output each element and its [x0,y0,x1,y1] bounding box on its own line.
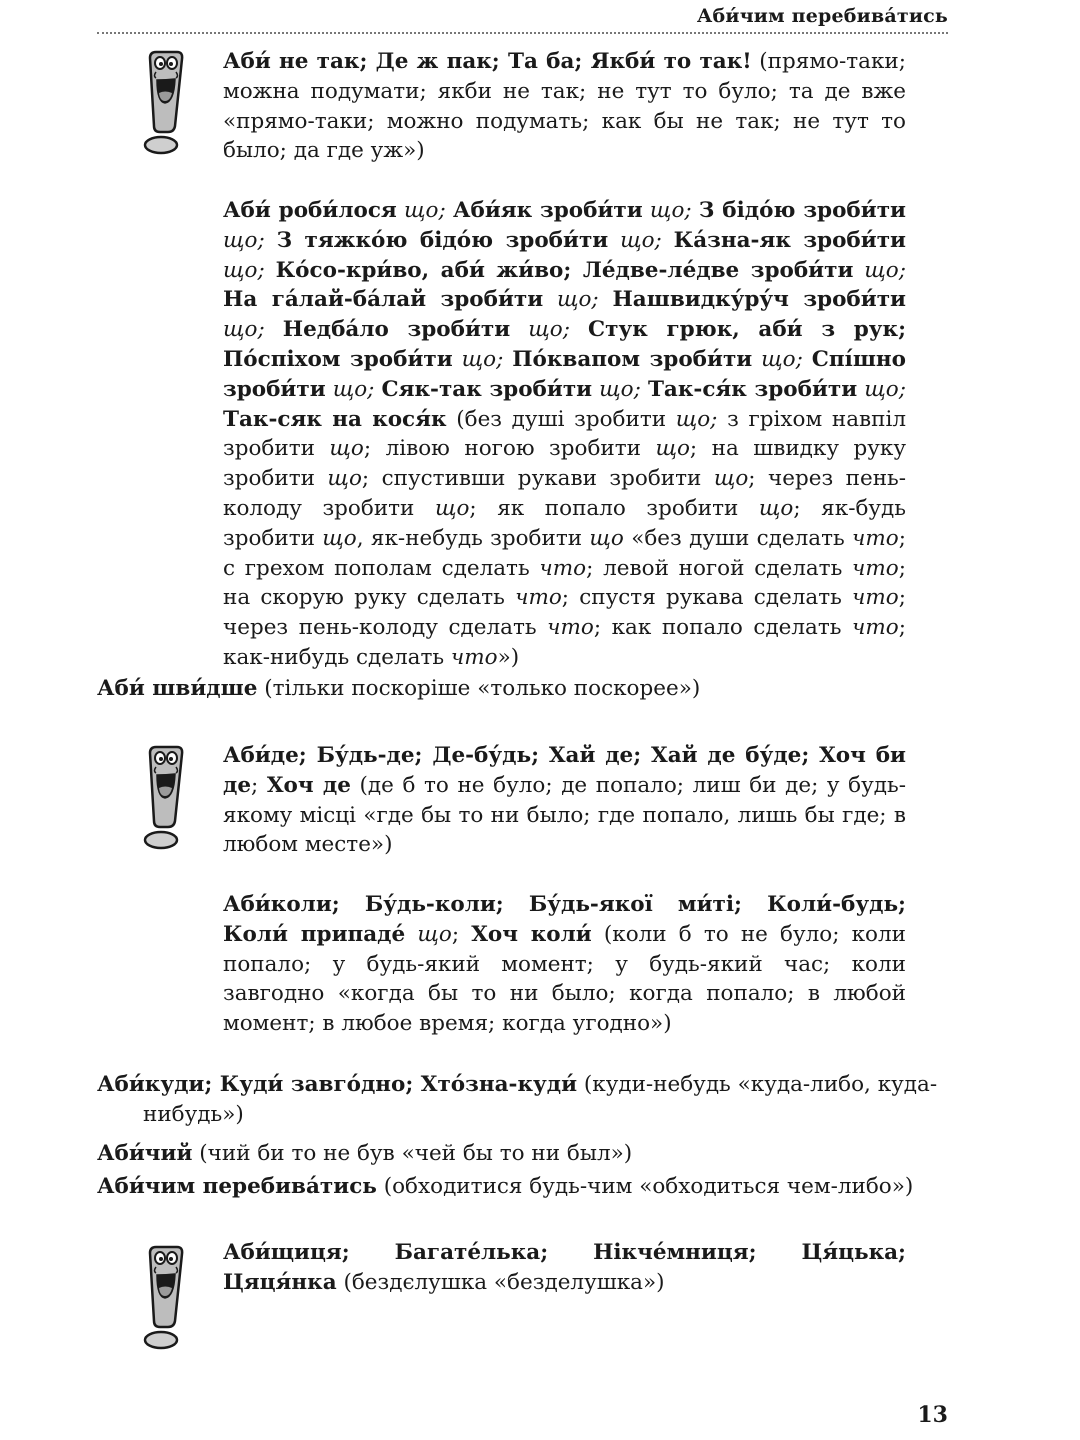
gloss-text: ; як попало зробити [469,495,759,521]
headword-text: Так-ся́к зроби́ти [647,376,858,402]
headword-text: Ка́зна-як зроби́ти [673,227,906,253]
italic-text: що [327,466,362,492]
headword-text: Хоч коли́ [471,921,592,947]
entry-block-1 [223,47,906,166]
headword-text: Аби́куди; Куди́ завго́дно; Хто́зна-куди́ [97,1072,578,1097]
gloss-text: (чий би то не був «чей бы то ни был») [192,1141,633,1166]
gloss-text: ; через пень-колоду сделать [223,585,906,641]
italic-text: що [758,495,794,521]
headword-text: На га́лай-ба́лай зроби́ти [223,287,544,313]
gloss-text: ; як-будь зробити [223,495,906,551]
gloss-text: ; [451,921,472,947]
gloss-text: (куди-небудь «куда-либо, куда-нибудь») [143,1072,938,1127]
headword-text: Аби́чий [97,1141,193,1166]
running-header [97,0,948,34]
italic-text: що; [608,227,674,253]
running-title: Аби́чим перебива́тись [696,5,948,27]
italic-text: що; [642,198,699,223]
headword-text: Аби́де; Бу́дь-де; Де-бу́дь; Хай де; Хай де бу́де; Хоч би де [223,743,906,798]
headword-text: Недба́ло зроби́ти [282,317,511,343]
gloss-text: з гріхом навпіл зробити [223,406,906,462]
gloss-text: ; на швидку руку зробити [223,436,906,492]
italic-text: что [515,585,562,611]
italic-text: що; [675,406,718,432]
exclamation-mascot-icon [140,50,190,155]
italic-text: що; [752,346,812,372]
headword-text: Аби́ не так; Де ж пак; Та ба; Якби́ то так! [223,49,752,74]
gloss-text: ; спустивши рукави зробити [361,466,714,492]
exclamation-mascot-icon [140,1245,190,1350]
entry-block-6 [97,1070,1001,1130]
gloss-text: ; лівою ногою зробити [363,436,656,462]
headword-text: З тяжко́ю бідо́ю зроби́ти [276,227,609,253]
headword-text: Аби́чим перебива́тись [97,1174,377,1199]
headword-text: Стук грюк, аби́ з рук; По́спіхом зроби́ти [223,317,907,372]
headword-text: Хоч де [266,772,351,798]
italic-text: що; [396,198,453,223]
headword-text: Так-сяк на кося́к [223,406,447,432]
headword-text: Аби́ роби́лося [223,198,397,223]
italic-text: что [450,644,498,670]
headword-text: Аби́коли; Бу́дь-коли; Бу́дь-якої ми́ті; Коли́-будь; Коли́ припаде́ [223,892,906,947]
gloss-text: ; спустя рукава сделать [561,585,853,611]
italic-text: що; [223,317,283,343]
gloss-text: (без душі зробити [446,406,676,432]
gloss-text: (бездєлушка «безделушка») [336,1269,665,1295]
headword-text: Сяк-так зроби́ти [381,376,593,402]
gloss-text: ; левой ногой сделать [586,555,853,581]
exclamation-mascot-icon [140,745,190,850]
entry-block-4 [223,741,906,860]
entry-block-9 [223,1238,906,1298]
gloss-text: ; с грехом пополам сделать [223,525,907,581]
italic-text: что [852,585,899,611]
gloss-text: (коли б то не було; коли попало; у будь-який момент; у будь-який час; коли завгодно «когда бы то ни было; когда попало; в любой момент; в любое время; когда угодно») [223,921,906,1037]
gloss-text: (де б то не було; де попало; лиш би де; у будь-якому місці «где бы то ни было; где попало, лишь бы где; в любом месте») [223,772,906,858]
italic-text: что [547,615,594,641]
italic-text: що [655,436,690,462]
italic-text: що; [543,287,613,313]
italic-text: що [589,525,624,551]
entry-block-7 [97,1139,1001,1169]
gloss-text: ») [497,644,520,670]
italic-text: що; [857,376,906,402]
italic-text: что [852,555,899,581]
headword-text: Аби́ шви́дше [97,676,258,701]
gloss-text: ; как-нибудь сделать [223,615,906,670]
entry-block-3 [97,674,1001,704]
headword-text: Аби́як зроби́ти [452,198,643,223]
headword-text: Аби́щиця; Багате́лька; Нікче́мниця; Ця́цька; Цяця́нка [223,1240,906,1295]
gloss-text: ; на скорую руку сделать [223,555,907,611]
gloss-text: (обходитися будь-чим «обходиться чем-либо») [376,1174,914,1199]
italic-text: що; [223,227,277,253]
gloss-text: (прямо-таки; можна подумати; якби не так; не тут то було; та де вже «прямо-таки; можно подумать; как бы не так; не тут то было; да где уж») [223,49,906,164]
gloss-text: «без души сделать [623,525,853,551]
italic-text: что [539,555,587,581]
gloss-text: ; [251,772,267,798]
gloss-text: (тільки поскоріше «только поскорее») [257,676,701,701]
italic-text: що; [223,257,276,283]
italic-text: що; [592,376,648,402]
headword-text: Нашвидку́ру́ч зроби́ти [612,287,906,313]
italic-text: що [713,466,749,492]
page-number: 13 [917,1402,948,1428]
headword-text: Спі́шно зроби́ти [223,346,906,402]
italic-text: що [434,495,470,521]
italic-text: що; [325,376,382,402]
italic-text: що [329,436,364,462]
italic-text: що; [452,346,513,372]
italic-text: що [405,921,452,947]
entry-block-2 [223,196,906,673]
italic-text: що [322,525,357,551]
entry-block-5 [223,890,906,1039]
entry-block-8 [97,1172,1001,1202]
headword-text: З бідо́ю зроби́ти [698,198,906,223]
headword-text: По́квапом зроби́ти [512,346,753,372]
headword-text: Ко́со-кри́во, аби́ жи́во; Ле́две-ле́две зроби́ти [275,257,854,283]
italic-text: что [852,615,899,641]
gloss-text: ; через пень-колоду зробити [223,466,907,521]
italic-text: що; [510,317,589,343]
gloss-text: ; как попало сделать [593,615,853,641]
gloss-text: , як-небудь зробити [356,525,590,551]
italic-text: що; [853,257,906,283]
italic-text: что [852,525,899,551]
